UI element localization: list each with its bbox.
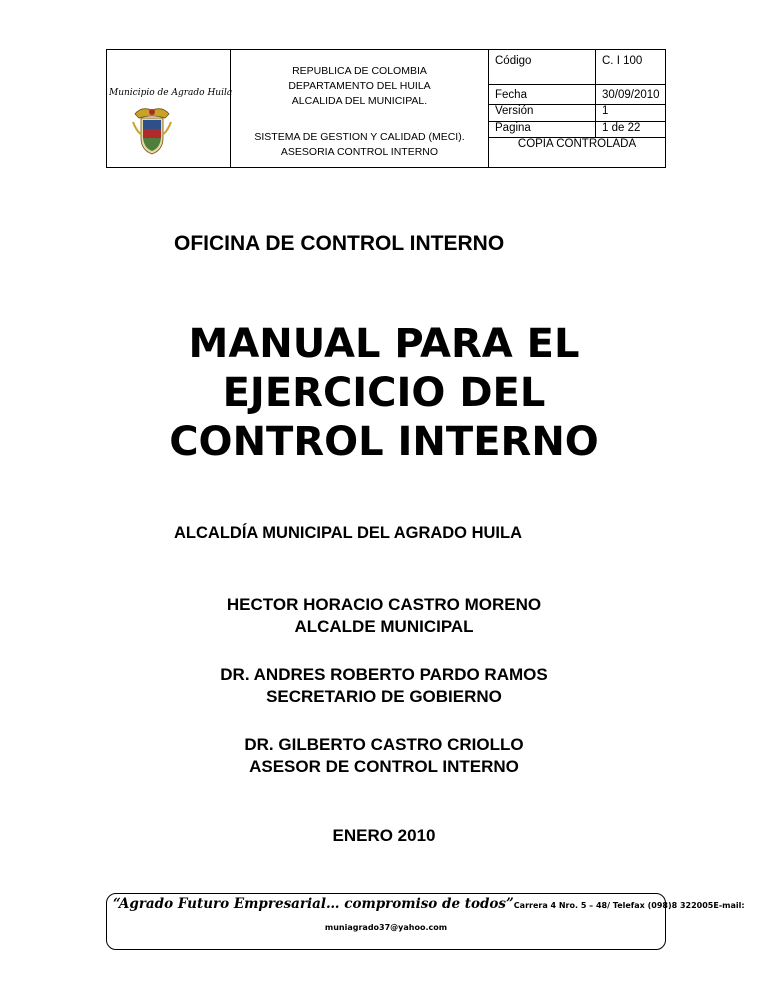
header-logo-cell xyxy=(107,50,231,167)
document-header-table xyxy=(106,49,666,168)
signatory-name: DR. ANDRES ROBERTO PARDO RAMOS xyxy=(220,665,548,684)
signatory-role: ALCALDE MUNICIPAL xyxy=(294,617,474,636)
signatory-alcalde xyxy=(150,594,618,638)
signatory-role: SECRETARIO DE GOBIERNO xyxy=(266,687,502,706)
signatory-name: HECTOR HORACIO CASTRO MORENO xyxy=(226,595,542,614)
office-title: OFICINA DE CONTROL INTERNO xyxy=(174,232,505,255)
codigo-row xyxy=(489,50,665,85)
codigo-label: Código xyxy=(489,50,596,84)
alcaldia-title: ALCALDÍA MUNICIPAL DEL AGRADO HUILA xyxy=(174,524,523,542)
manual-title xyxy=(150,320,618,467)
header-line-alcaldia: ALCALIDA DEL MUNICIPAL. xyxy=(291,95,428,107)
manual-title-line-2: EJERCICIO DEL xyxy=(222,370,546,416)
page-footer xyxy=(106,893,745,950)
header-line-departamento: DEPARTAMENTO DEL HUILA xyxy=(288,80,431,92)
fecha-value: 30/09/2010 xyxy=(602,89,660,101)
pagina-label: Pagina xyxy=(489,121,596,137)
municipality-name: Municipio de Agrado Huila xyxy=(109,88,233,98)
version-label: Versión xyxy=(489,104,596,121)
footer-email: muniagrado37@yahoo.com xyxy=(324,923,448,932)
coat-of-arms-icon xyxy=(131,104,173,156)
header-info-cell xyxy=(489,50,665,167)
pagina-value: 1 de 22 xyxy=(602,122,641,134)
signatory-secretario xyxy=(150,664,618,708)
signatory-role: ASESOR DE CONTROL INTERNO xyxy=(249,757,519,776)
fecha-label: Fecha xyxy=(489,84,596,104)
footer-address: Carrera 4 Nro. 5 – 48/ Telefax (098)8 322005E-mail: xyxy=(513,901,745,910)
header-center-cell xyxy=(231,50,489,167)
version-row xyxy=(489,104,665,122)
manual-title-line-3: CONTROL INTERNO xyxy=(169,419,599,465)
fecha-row xyxy=(489,84,665,105)
footer-slogan xyxy=(113,896,745,912)
signatory-asesor xyxy=(150,734,618,778)
version-value: 1 xyxy=(602,105,609,117)
manual-title-line-1: MANUAL PARA EL xyxy=(188,321,580,367)
signatory-name: DR. GILBERTO CASTRO CRIOLLO xyxy=(244,735,524,754)
header-line-republica: REPUBLICA DE COLOMBIA xyxy=(292,65,427,77)
pagina-row xyxy=(489,121,665,138)
copia-controlada: COPIA CONTROLADA xyxy=(517,138,637,150)
document-date: ENERO 2010 xyxy=(332,826,436,845)
header-line-sistema: SISTEMA DE GESTION Y CALIDAD (MECI). xyxy=(254,131,465,143)
codigo-value: C. I 100 xyxy=(602,55,643,67)
footer-slogan-text: “Agrado Futuro Empresarial… compromiso de todos” xyxy=(113,896,514,912)
header-line-asesoria: ASESORIA CONTROL INTERNO xyxy=(280,146,439,158)
